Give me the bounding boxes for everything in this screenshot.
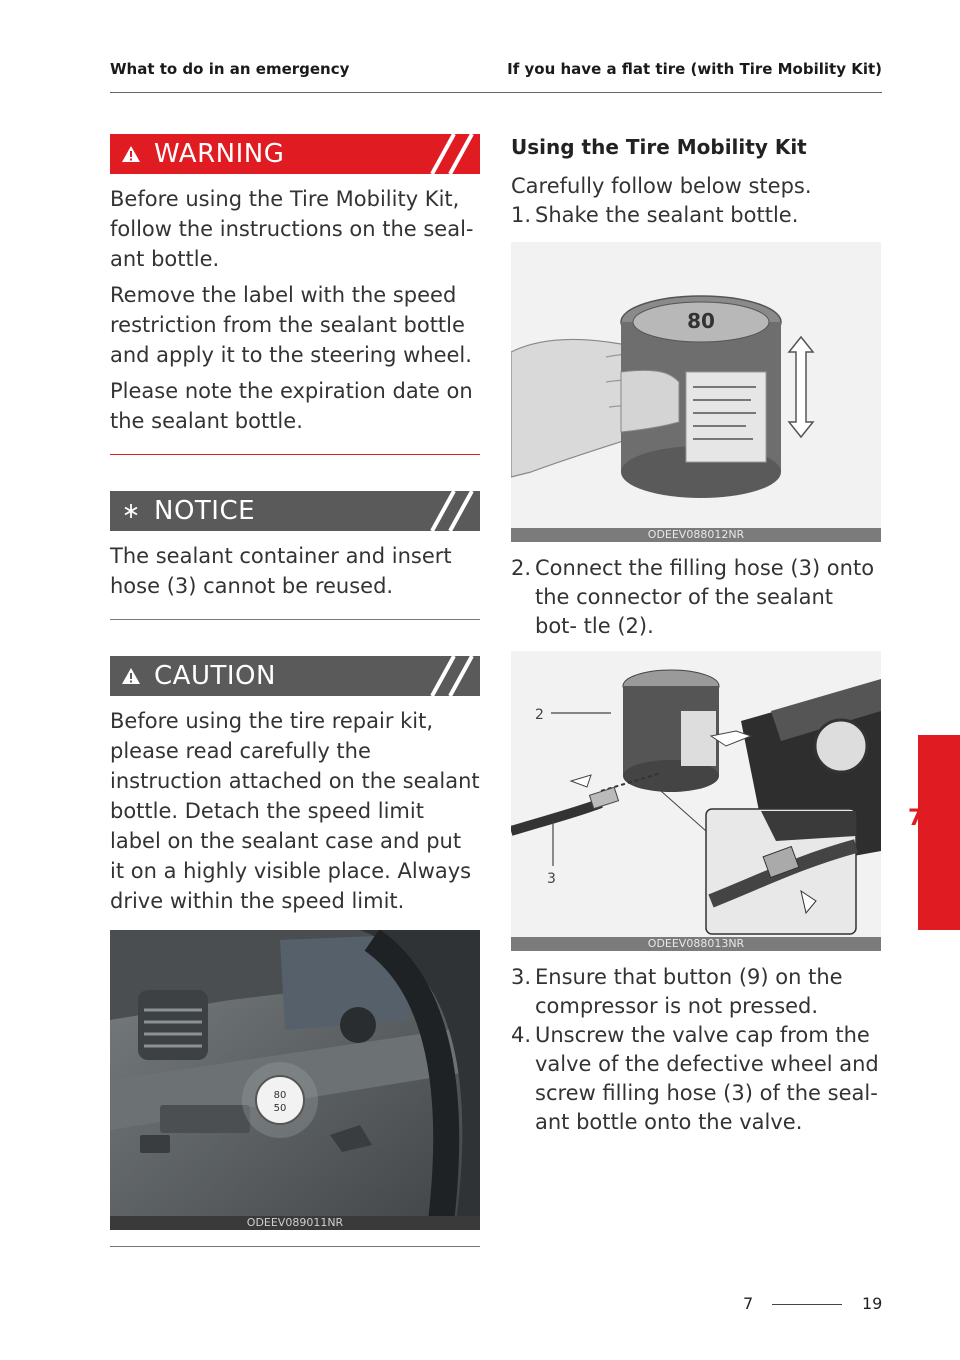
warning-label: WARNING <box>154 139 285 169</box>
caution-label: CAUTION <box>154 661 276 691</box>
warning-banner <box>110 134 480 174</box>
speed-label-top: 80 <box>273 1090 287 1101</box>
banner-slashes <box>420 656 480 696</box>
step-text: Unscrew the valve cap from the valve of the defective wheel and screw filling hose (3) of the seal- ant bottle onto the valve. <box>535 1023 879 1134</box>
figure-caption: ODEEV089011NR <box>110 1216 480 1230</box>
notice-label: NOTICE <box>154 496 256 526</box>
caution-end-rule <box>110 1246 480 1247</box>
section-title: Using the Tire Mobility Kit <box>511 135 807 159</box>
footer-rule <box>772 1304 842 1305</box>
dashboard-illustration <box>110 930 480 1230</box>
warning-paragraph: Please note the expiration date on the sealant bottle. <box>110 379 473 433</box>
figure-caption: ODEEV088012NR <box>511 528 881 542</box>
callout-label: 2 <box>535 707 544 723</box>
warning-paragraph: Before using the Tire Mobility Kit, follow the instructions on the seal- ant bottle. <box>110 187 474 271</box>
caution-text: Before using the tire repair kit, please read carefully the instruction attached on the sealant bottle. Detach the speed limit label on the sealant case and put it on a highly visible place. Always drive within the speed limit. <box>110 709 480 913</box>
dashboard-drawing <box>110 930 480 1230</box>
intro-label: Carefully follow below steps. <box>511 174 812 198</box>
step-number: 4. <box>511 1023 532 1047</box>
step-item <box>511 554 881 641</box>
step-number: 1. <box>511 203 532 227</box>
callout-label: 3 <box>547 871 556 887</box>
shake-bottle-drawing <box>511 242 881 542</box>
left-column <box>110 134 480 1247</box>
bottle-number: 80 <box>687 309 715 333</box>
step-item <box>511 201 881 230</box>
header-page-title: If you have a flat tire (with Tire Mobility Kit) <box>507 60 882 78</box>
step-item <box>511 1021 881 1137</box>
connect-hose-drawing <box>511 651 881 951</box>
caution-banner <box>110 656 480 696</box>
warning-triangle-icon <box>120 667 142 685</box>
step-number: 2. <box>511 556 532 580</box>
step-text: Connect the filling hose (3) onto the connector of the sealant bot- tle (2). <box>535 556 875 638</box>
page-number: 19 <box>862 1294 883 1313</box>
warning-paragraph: Remove the label with the speed restriction from the sealant bottle and apply it to the steering wheel. <box>110 283 472 367</box>
intro-text <box>511 172 881 201</box>
figure-caption: ODEEV088013NR <box>511 937 881 951</box>
banner-slashes <box>420 491 480 531</box>
notice-banner <box>110 491 480 531</box>
step-text: Shake the sealant bottle. <box>535 203 799 227</box>
speed-label-bottom: 50 <box>273 1103 287 1114</box>
asterisk-icon <box>120 503 142 519</box>
shake-bottle-illustration <box>511 242 881 542</box>
step-item <box>511 963 881 1021</box>
footer-chapter: 7 <box>743 1294 754 1313</box>
header-rule <box>110 92 882 93</box>
chapter-number: 7 <box>908 806 924 831</box>
warning-triangle-icon <box>120 145 142 163</box>
connect-hose-illustration <box>511 651 881 951</box>
right-column <box>511 134 881 1137</box>
header-section-title: What to do in an emergency <box>110 60 350 78</box>
step-number: 3. <box>511 965 532 989</box>
banner-slashes <box>420 134 480 174</box>
chapter-tab <box>918 735 960 930</box>
step-text: Ensure that button (9) on the compressor is not pressed. <box>535 965 843 1018</box>
notice-text: The sealant container and insert hose (3) cannot be reused. <box>110 544 452 598</box>
